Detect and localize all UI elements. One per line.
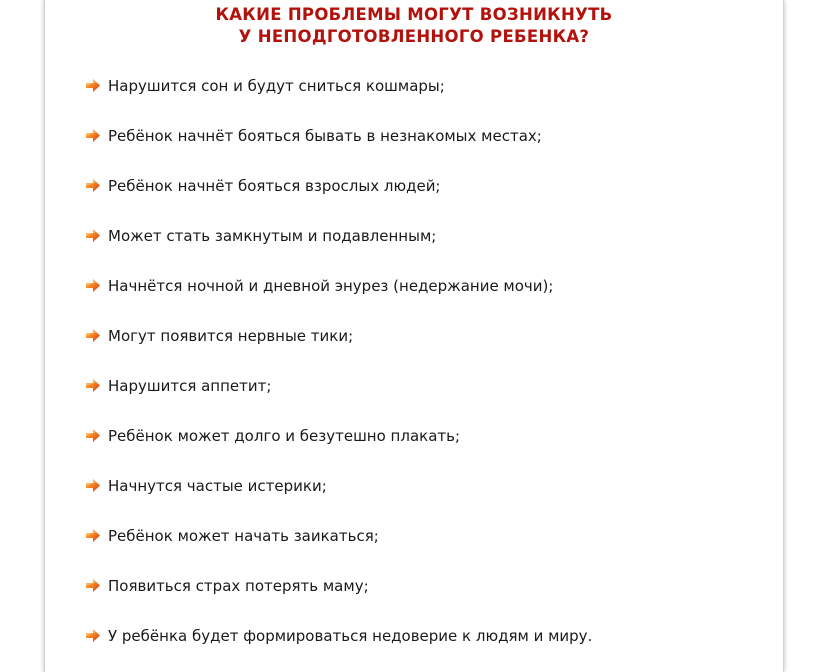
list-item-text: У ребёнка будет формироваться недоверие к людям и миру. — [108, 627, 593, 645]
page-title — [45, 4, 783, 48]
list-item-text: Нарушится сон и будут сниться кошмары; — [108, 77, 445, 95]
content-panel — [44, 0, 784, 672]
list-item-text: Ребёнок начнёт бояться взрослых людей; — [108, 177, 441, 195]
list-item-text: Ребёнок может начать заикаться; — [108, 527, 379, 545]
list-item-text: Могут появится нервные тики; — [108, 327, 354, 345]
orange-arrow-icon — [85, 77, 101, 93]
orange-arrow-icon — [85, 177, 101, 193]
orange-arrow-icon — [85, 577, 101, 593]
list-item-text: Ребёнок может долго и безутешно плакать; — [108, 427, 461, 445]
page-title-line-1: КАКИЕ ПРОБЛЕМЫ МОГУТ ВОЗНИКНУТЬ — [215, 5, 613, 24]
orange-arrow-icon — [85, 227, 101, 243]
orange-arrow-icon — [85, 127, 101, 143]
orange-arrow-icon — [85, 377, 101, 393]
list-item-text: Начнётся ночной и дневной энурез (недержание мочи); — [108, 277, 554, 295]
orange-arrow-icon — [85, 327, 101, 343]
page-title-line-2: У НЕПОДГОТОВЛЕННОГО РЕБЕНКА? — [238, 27, 590, 46]
list-item-text: Может стать замкнутым и подавленным; — [108, 227, 437, 245]
orange-arrow-icon — [85, 627, 101, 643]
orange-arrow-icon — [85, 527, 101, 543]
orange-arrow-icon — [85, 277, 101, 293]
orange-arrow-icon — [85, 477, 101, 493]
orange-arrow-icon — [85, 427, 101, 443]
list-item-text: Нарушится аппетит; — [108, 377, 272, 395]
list-item-text: Ребёнок начнёт бояться бывать в незнакомых местах; — [108, 127, 542, 145]
list-item-text: Появиться страх потерять маму; — [108, 577, 369, 595]
list-item-text: Начнутся частые истерики; — [108, 477, 327, 495]
